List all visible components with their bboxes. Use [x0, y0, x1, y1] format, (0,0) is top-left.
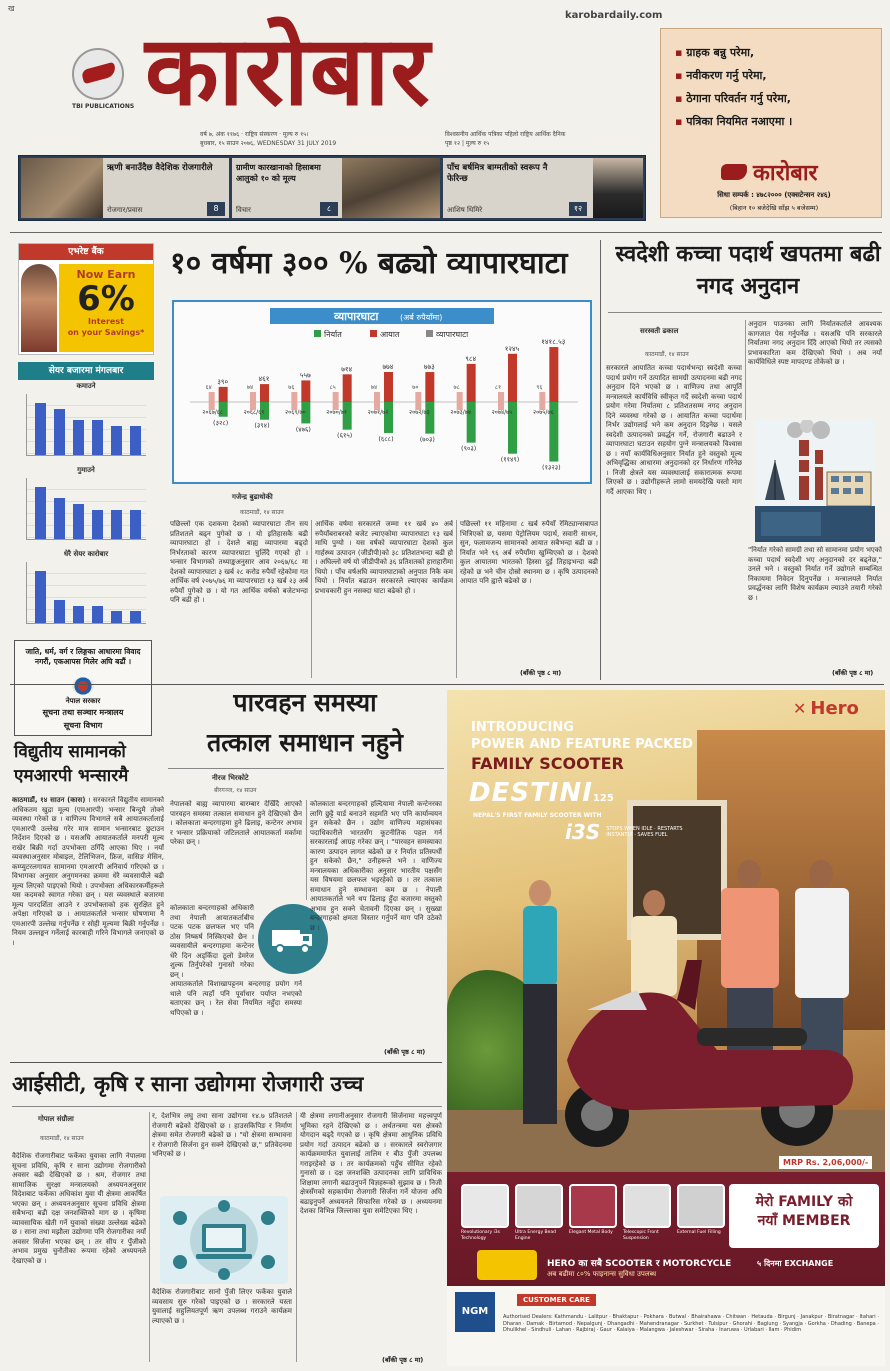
bar-export: [384, 402, 393, 433]
masthead-logo: कारोबार: [145, 14, 431, 127]
transport-body-col1c: आयातकर्ताले विशाखापट्टनम बन्दरगाह प्रयोग गर्न थाले पनि त्यहाँ पनि पूर्वाधार पर्याप्त नभएको बताएका छन् । रेल सेवा नियमित नहुँदा समस्या थपिएको छ ।: [170, 980, 302, 1017]
category-label: २०७१/७२: [367, 409, 389, 416]
hero-offer: HERO का सबै SCOOTER र MOTORCYCLE: [547, 1259, 732, 1269]
data-label-bottom: (१३२३): [542, 463, 561, 472]
bank-ad: [18, 243, 154, 355]
list-item: ▪ नवीकरण गर्नु परेमा,: [675, 69, 767, 82]
share-market-header: सेयर बजारमा मंगलबार: [18, 362, 154, 380]
lead-body-col3: पछिल्लो ११ महिनामा ८ खर्ब रुपैयाँ रेमिट्यान्सबापत भित्रिएको छ, यसमा पेट्रोलियम पदार्थ, सवारी साधन, सुन, फलामजन्य सामानको आयात सबैभन्दा बढी छ । निर्यात भने ९६ अर्ब रुपैयाँमा खुम्चिएको छ । देशको कुल आयातमा भारतको हिस्सा दुई तिहाइभन्दा बढी रहेको छ भने चीन दोस्रो स्थानमा छ । कृषि उत्पादनको आयात पनि ह्वात्तै बढेको छ ।: [460, 520, 598, 585]
bar-import: [384, 372, 393, 402]
transport-continued: (बाँकी पृष्ठ ८ मा): [384, 1048, 426, 1056]
hero-exchange: ५ दिनमा EXCHANGE: [757, 1259, 834, 1268]
bar-deficit-marker: [291, 392, 297, 410]
publisher-emblem: [72, 48, 124, 100]
category-label: २०७३/७४: [450, 409, 472, 416]
ict-body-col2: र, देशभित्र लघु तथा साना उद्योगमा १४.७ प्रतिशतले रोजगारी बढेको देखिएको छ । हाउसकिपिङ र निर्माण क्षेत्रमा समेत रोजगारी बढेको छ । "यो क्षेत्रमा सम्भावना र रोजगारी सिर्जना हुन सक्ने देखिएको छ," प्रतिवेदनमा भनिएको छ ।: [152, 1112, 292, 1158]
data-label-top: ९८४: [465, 354, 477, 363]
transport-body-col1: नेपालको बाह्य व्यापारमा बारम्बार देखिँदै आएको पारवहन समस्या तत्काल समाधान हुने देखिएको छैन । कोलकाता बन्दरगाहमा हुने ढिलाइ, कन्टेनर अभाव र भन्सार प्रक्रियाको जटिलताले आयातकर्ता मर्कामा परेका छन् ।: [170, 800, 302, 846]
teaser-section: रोजगार/प्रवास: [107, 206, 143, 214]
right-story-headline: स्वदेशी कच्चा पदार्थ खपतमा बढी नगद अनुदान: [615, 241, 881, 299]
hero-ad[interactable]: [447, 690, 885, 1366]
ict-byline: गोपाल संग्रौला: [38, 1115, 74, 1123]
mrp-body: काठमाडौं, १४ साउन (कास) । सरकारले विद्युतीय सामानको अधिकतम खुद्रा मूल्य (एमआरपी) भन्सार बिन्दुमै तोक्ने व्यवस्था गरेको छ । वाणिज्य विभागले सबै आयातकर्तालाई एमआरपी उल्लेख गरेर मात्र सामान भन्सारबाट छुटाउन निर्देशन दिएको छ । यसअघि आयातकर्ताले मनपरी मूल्य राखेर बिक्री गर्दा उपभोक्ता ठगिँदै आएका थिए । नयाँ व्यवस्थाअनुसार मोबाइल, टेलिभिजन, फ्रिज, वासिङ मेसिन, कम्प्युटरलगायत सामानमा एमआरपी अनिवार्य गरिएको छ । विभागका अनुसार अनुगमनका क्रममा धेरै व्यवसायीले बढी मूल्य लिएको पाइएको थियो । उपभोक्ता अधिकारकर्मीहरूले यस कदमको स्वागत गरेका छन् । यस व्यवस्थाले बजारमा मूल्य पारदर्शिता आउने र उपभोक्ताको हक सुरक्षित हुने अपेक्षा गरिएको छ । आयातकर्ताले भन्सार घोषणामा नै एमआरपी उल्लेख गर्नुपर्नेछ र सोही मूल्यमा बिक्री गर्नुपर्नेछ । नियम उल्लङ्घन गर्नेलाई कारबाही गरिने विभागले जनाएको छ ।: [12, 796, 164, 947]
transport-body-col2: कोलकाता बन्दरगाहको हल्दियामा नेपाली कन्टेनरका लागि छुट्टै यार्ड बनाउने सहमति भए पनि कार्यान्वयन हुन सकेको छैन । उद्योग वाणिज्य महासंघका पदाधिकारीले भारतसँग कूटनीतिक पहल गर्न सरकारलाई आग्रह गरेका छन् । "पारवहन समस्याका कारण उत्पादन लागत बढेको छ र निर्यात प्रतिस्पर्धी हुन सकेको छैन," उनीहरूले भने । वाणिज्य मन्त्रालयका अधिकारीका अनुसार भारतीय पक्षसँग यस विषयमा छलफल भइरहेको छ । तर तत्काल समाधान हुने सम्भावना कम छ । नेपाली आयातकर्ताले भने थप ढिलाइ हुँदा बजारमा वस्तुको अभाव हुन सक्ने चेतावनी दिएका छन् । सुख्खा बन्दरगाहको क्षमता विस्तार गर्नुपर्ने माग पनि उठेको छ ।: [310, 800, 442, 932]
teaser-page: ८: [320, 202, 338, 216]
chart-title: व्यापारघाटा: [334, 310, 379, 323]
mini-chart-title: कमाउने: [76, 382, 96, 390]
mini-chart-plot: [26, 394, 146, 456]
feature-item: External Fuel Filling: [677, 1184, 725, 1241]
data-label-top: १२४५: [504, 344, 520, 353]
bar-import: [343, 374, 352, 402]
hero-logo: ✕ Hero: [793, 698, 859, 719]
right-story-body-col2b: "निर्यात गरेको सामग्री तथा सो सामानमा प्रयोग भएको कच्चा पदार्थ स्वदेशी भए अनुदानको दर बढ्नेछ," उनले भने । वस्तुको निर्यात गर्ने उद्योगले सम्बन्धित निकायमा निवेदन दिनुपर्नेछ । मन्त्रालयले निर्यात प्रवर्द्धनका लागि विशेष कार्यक्रम ल्याउने तयारी गरेको छ ।: [748, 546, 882, 602]
hero-slogan-2: नयाँ MEMBER: [757, 1213, 851, 1229]
mini-chart-bar: [111, 426, 122, 455]
mini-chart-bar: [35, 403, 46, 455]
data-label-top: ५५७: [299, 371, 311, 380]
teaser-section: विचार: [236, 206, 251, 214]
bull-icon: [721, 164, 747, 180]
subscription-box: [660, 28, 882, 218]
feature-icon: [515, 1184, 563, 1228]
feature-icon: [623, 1184, 671, 1228]
data-label-top: ७७३: [423, 363, 435, 372]
data-label-small: ७४: [370, 384, 378, 391]
mini-chart-bar: [130, 510, 141, 539]
dealer-logo: NGM: [455, 1292, 495, 1332]
data-label-small: ८१: [494, 384, 502, 391]
transport-body-col1b: कोलकाता बन्दरगाहको अधिकारी तथा नेपाली आयातकर्ताबीच पटक पटक छलफल भए पनि ठोस निष्कर्ष निस्किएको छैन । व्यवसायीले बन्दरगाहमा कन्टेनर धेरै दिन अड्किँदा ठूलो डेमरेज शुल्क तिर्नुपरेको गुनासो गरेका छन् ।: [170, 904, 254, 979]
hero-features: [461, 1184, 729, 1241]
bar-deficit-marker: [209, 392, 215, 410]
subscription-brand: कारोबार: [721, 157, 818, 187]
masthead-pages: पृष्ठ १२ | मूल्य रु १५: [445, 140, 490, 147]
transport-byline: नीरज भिरकोटे: [212, 774, 249, 782]
ict-continued: (बाँकी पृष्ठ ८ मा): [382, 1356, 424, 1364]
teaser-card[interactable]: [21, 158, 229, 218]
feature-item: Elegant Metal Body: [569, 1184, 617, 1241]
mini-chart-bar: [73, 420, 84, 455]
nepal-emblem-icon: [72, 677, 94, 695]
bar-import: [425, 372, 434, 402]
notice-org3: सूचना विभाग: [63, 721, 103, 730]
teaser-title: पाँच बर्षमित्र बाग्मतीको स्वरूप नै फेरिन्छ: [447, 163, 548, 184]
data-label-bottom: (७०३): [419, 435, 435, 444]
category-label: २०७२/७३: [408, 409, 430, 416]
data-label-top: १४१८.५३: [541, 338, 566, 347]
mini-chart-bar: [54, 409, 65, 455]
trade-deficit-svg: [174, 302, 590, 482]
notice-text: जाति, धर्म, वर्ग र लिङ्गका आधारमा विवाद नगरौं, एकआपस मिलेर अघि बढौं ।: [25, 647, 141, 666]
category-label: २०७४/७५: [491, 409, 513, 416]
mini-chart-bar: [111, 510, 122, 539]
mini-chart-title: धेरै सेयर कारोबार: [63, 550, 109, 558]
teaser-section: आशिष थिमिरे: [447, 206, 483, 214]
hero-model-line: [469, 778, 614, 808]
factory-icon: [755, 420, 875, 542]
bar-deficit-marker: [250, 392, 256, 410]
mini-chart-bar: [92, 420, 103, 455]
legend-swatch: [370, 330, 377, 337]
bar-export: [425, 402, 434, 434]
ict-body-col2b: वैदेशिक रोजगारीबाट सानो पुँजी लिएर फर्केका युवाले व्यवसाय सुरु गरेको पाइएको छ । सरकारले यस्ता युवालाई सहुलियतपूर्ण ऋण उपलब्ध गराउने कार्यक्रम ल्याएको छ ।: [152, 1288, 292, 1325]
teaser-page: १२: [569, 202, 587, 216]
data-label-small: ७०: [412, 384, 419, 391]
category-label: २०६८/६९: [243, 409, 265, 416]
bar-deficit-marker: [539, 392, 545, 410]
lead-continued: (बाँकी पृष्ठ ८ मा): [520, 669, 562, 677]
mini-chart-bar: [92, 606, 103, 623]
publisher-name: TBI PUBLICATIONS: [72, 103, 135, 110]
right-story-dateline: काठमाडौं, १४ साउन: [645, 351, 689, 358]
subscription-hours: (बिहान १० बजेदेखि साँझ ५ बजेसम्म): [729, 204, 819, 212]
category-label: २०७५/७६: [532, 409, 554, 416]
chart-title-bar: [270, 308, 494, 324]
right-story-continued: (बाँकी पृष्ठ ८ मा): [832, 669, 874, 677]
transport-headline-2: तत्काल समाधान नहुने: [206, 728, 404, 757]
bar-import: [508, 354, 517, 402]
hero-logo-icon: ✕: [793, 699, 807, 718]
hero-model-suffix: 125: [592, 793, 614, 804]
govt-notice: [14, 640, 152, 736]
bank-ad-now-earn: Now Earn: [76, 268, 136, 281]
hero-tag: NEPAL'S FIRST FAMILY SCOOTER WITH: [473, 812, 602, 819]
bar-deficit-marker: [374, 392, 380, 410]
masthead-tagline: विश्वसनीय आर्थिक पत्रिका पहिलो राष्ट्रिय आर्थिक दैनिक: [445, 131, 566, 138]
computer-icon: [160, 1196, 288, 1284]
mini-chart-bar: [130, 611, 141, 623]
feature-item: Revolutionary i3s Technology: [461, 1184, 509, 1241]
notice-org1: नेपाल सरकार: [65, 697, 101, 705]
legend-label: निर्यात: [324, 330, 342, 339]
hero-intro-2: POWER AND FEATURE PACKED: [471, 737, 693, 752]
teaser-card[interactable]: [443, 158, 643, 218]
right-story-body-col1: सरकारले आयातित कच्चा पदार्थभन्दा स्वदेशी कच्चा पदार्थ प्रयोग गर्ने उत्पादित सामग्री उत्पादनमा बढी नगद अनुदान दिने भएको छ । वाणिज्य तथा आपूर्ति मन्त्रालयले कार्यविधि स्वीकृत गर्दै स्वदेशी कच्चा पदार्थ प्रयोग गरेमा निर्यातमा ८ प्रतिशतसम्म नगद अनुदान दिने व्यवस्था गरेको छ । आयातित कच्चा पदार्थमा निर्भर उद्योगलाई भने कम अनुदान दिइनेछ । यसले स्वदेशी उत्पादनको प्रवर्द्धन गर्ने, रोजगारी बढाउने र व्यापारघाटा घटाउन सहयोग पुग्ने मन्त्रालयको विश्वास छ । नयाँ कार्यविधिअनुसार निर्यात हुने वस्तुको मूल्य अभिवृद्धिका आधारमा अनुदानको दर निर्धारण गरिनेछ । निजी क्षेत्रले यस व्यवस्थालाई सकारात्मक रूपमा लिएको छ । उद्योगीहरूले लामो समयदेखि यस्तो माग गर्दै आएका थिए ।: [606, 364, 742, 496]
bar-deficit-marker: [498, 392, 504, 410]
list-item: ▪ ग्राहक बन्नु परेमा,: [675, 46, 755, 59]
category-label: २०६७/६८: [202, 409, 224, 416]
data-label-small: ७६: [288, 384, 295, 391]
scooter-image: [527, 940, 867, 1170]
edition-line: वर्ष ७, अंक ११७६ · राष्ट्रिय संस्करण · मूल्य रु १५।: [200, 131, 309, 138]
transport-headline-1: पारवहन समस्या: [233, 688, 377, 717]
hero-i3s-badge: i3S STOPS WHEN IDLE · RESTARTS INSTANTLY · SAVES FUEL: [565, 820, 683, 844]
subscription-list: [675, 41, 875, 133]
hero-mrp: MRP Rs. 2,06,000/-: [779, 1156, 872, 1169]
data-label-top: ७१४: [341, 365, 353, 374]
feature-item: Telescopic Front Suspension: [623, 1184, 671, 1241]
feature-icon: [677, 1184, 725, 1228]
lead-body-col2: आर्थिक वर्षमा सरकारले जम्मा ११ खर्ब ४० अर्ब रुपैयाँबराबरको बजेट ल्याएकोमा व्यापारघाटा १३ खर्ब माथि पुग्यो । यस वर्षको व्यापारघाटा देशको कुल गार्हस्थ्य उत्पादन (जीडीपी)को ३८ प्रतिशतभन्दा बढी हो । अघिल्लो वर्ष यो जीडीपीको ३६ प्रतिशतको हाराहारीमा थियो । पाँच वर्षअघि व्यापारघाटाको अनुपात निकै कम थियो । निर्यात बढाउन सरकारले ल्याएका कार्यक्रम प्रभावकारी हुन नसक्दा घाटा बढेको हो ।: [315, 520, 453, 595]
mini-chart-bar: [35, 487, 46, 539]
legend-label: व्यापारघाटा: [436, 330, 469, 339]
mini-chart-bar: [130, 426, 141, 455]
mini-chart-bar: [54, 498, 65, 539]
teaser-page: 8: [207, 202, 225, 216]
mrp-headline: विद्युतीय सामानको एमआरपी भन्सारमै: [14, 742, 129, 786]
hero-offer-sub: अब बढीमा ८०% फाइनान्स सुविधा उपलब्ध: [547, 1270, 657, 1278]
bar-deficit-marker: [457, 392, 463, 410]
notice-org2: सूचना तथा सञ्चार मन्त्रालय: [42, 708, 124, 717]
teaser-photo: [593, 158, 643, 218]
factory-illustration: [755, 420, 875, 542]
subscription-contact: सिधा सम्पर्क : ४७८२००० (एक्सटेन्सन २४६): [717, 191, 831, 199]
transport-dateline: बीरगञ्ज, १४ साउन: [214, 787, 257, 794]
right-story-byline: सरस्वती ढकाल: [640, 327, 679, 335]
data-label-small: ७८: [453, 384, 460, 391]
data-label-small: ७४: [246, 384, 254, 391]
legend-label: आयात: [380, 330, 400, 339]
teaser-strip: [18, 155, 646, 221]
trade-deficit-chart: [172, 300, 592, 484]
feature-item: Ultra Energy Bead Engine: [515, 1184, 563, 1241]
hero-intro-3: FAMILY SCOOTER: [471, 754, 624, 773]
bank-ad-interest: Interest: [88, 317, 124, 326]
data-label-bottom: (३९४): [254, 421, 270, 430]
lead-dateline: काठमाडौं, १४ साउन: [240, 509, 284, 516]
mini-chart-title: गुमाउने: [77, 466, 95, 474]
edition-date: बुधबार, १५ साउन २०७६, WEDNESDAY 31 JULY 2019: [200, 140, 337, 147]
bank-ad-panel: [59, 264, 153, 352]
bar-import: [219, 387, 228, 402]
bar-import: [260, 384, 269, 402]
hero-slogan-box: [729, 1184, 879, 1248]
legend-swatch: [426, 330, 433, 337]
customer-care: CUSTOMER CARE: [517, 1294, 596, 1306]
category-label: २०६९/७०: [284, 409, 306, 416]
hero-intro-1: INTRODUCING: [471, 720, 574, 735]
website: karobardaily.com: [565, 10, 663, 21]
hero-slogan-1: मेरो FAMILY को: [755, 1194, 853, 1210]
list-item: ▪ ठेगाना परिवर्तन गर्नु परेमा,: [675, 92, 791, 105]
lead-byline: गजेन्द्र बुढाथोकी: [232, 493, 273, 501]
ict-body-col1: वैदेशिक रोजगारीबाट फर्केका युवाका लागि नेपालमा सूचना प्रविधि, कृषि र साना उद्योगमा रोजगारीको अवसर बढी देखिएको छ । श्रम, रोजगार तथा सामाजिक सुरक्षा मन्त्रालयको अध्ययनअनुसार विदेशबाट फर्केका अधिकांश युवा यी क्षेत्रमा आकर्षित भएका छन् । अध्ययनअनुसार सूचना प्रविधि क्षेत्रमा सबैभन्दा बढी दक्ष जनशक्तिको माग छ । कृषिमा व्यावसायिक खेती गर्ने युवाको संख्या उल्लेख्य बढेको छ । साना तथा मझौला उद्योगमा पनि रोजगारीका नयाँ अवसर सिर्जना भएका छन् । तर सीप र पुँजीको अभाव प्रमुख चुनौतीका रूपमा रहेको अध्ययनले देखाएको छ ।: [12, 1152, 146, 1265]
ict-dateline: काठमाडौं, १४ साउन: [40, 1135, 84, 1142]
mini-chart-plot: [26, 478, 146, 540]
data-label-small: ९६: [536, 384, 543, 391]
data-label-bottom: (३२८): [213, 418, 229, 427]
data-label-bottom: (११४९): [500, 455, 520, 464]
data-label-small: ८५: [329, 384, 336, 391]
teaser-title: ऋणी बनाउँदैछ वैदेशिक रोजगारीले: [107, 163, 213, 173]
dealer-list: Authorised Dealers: Kathmandu · Lalitpur · Bhaktapur · Pokhara · Butwal · Bhairahawa · Chitwan · Hetauda · Birgunj · Janakpur · Biratnagar · Itahari · Dharan · Damak · Birtamod · Nepalgunj · Dhangadhi · Mahendranagar · Surkhet · Tulsipur · Ghorahi · Baglung · Syangja · Gorkha · Dhading · Banepa · Dhulikhel · Sindhuli · Lahan · Rajbiraj · Gaur · Kalaiya · Malangwa · Jaleshwar · Siraha · Inaruwa · Urlabari · Ilam · Phidim: [503, 1314, 879, 1333]
hero-model: DESTINI: [469, 778, 593, 808]
teaser-photo: [342, 158, 440, 218]
data-label-bottom: (६८८): [378, 434, 394, 443]
bar-import: [549, 347, 558, 402]
mini-chart-bar: [35, 571, 46, 623]
bank-ad-savings: on your Savings*: [67, 328, 145, 337]
bull-icon: [81, 62, 117, 84]
feature-icon: [461, 1184, 509, 1228]
mini-chart-bar: [54, 600, 65, 623]
right-story-body-col2: अनुदान पाउनका लागि निर्यातकर्ताले आवश्यक कागजात पेस गर्नुपर्नेछ । यसअघि पनि सरकारले निर्यातमा नगद अनुदान दिँदै आएको थियो तर त्यसको प्रभावकारिता कम देखिएको थियो । अब नयाँ कार्यविधिले स्पष्ट मापदण्ड तोकेको छ ।: [748, 320, 882, 366]
chart-subtitle: (अर्ब रुपैयाँमा): [400, 313, 443, 322]
mini-chart-bar: [92, 510, 103, 539]
mini-chart: [18, 466, 154, 546]
ict-illustration: [160, 1196, 288, 1284]
bar-deficit-marker: [333, 392, 339, 410]
mini-chart-bar: [73, 504, 84, 539]
bar-import: [467, 364, 476, 402]
teaser-card[interactable]: [232, 158, 440, 218]
mini-chart-bar: [111, 611, 122, 623]
mini-chart: [18, 382, 154, 462]
mini-chart: [18, 550, 154, 630]
data-label-bottom: (४७६): [295, 425, 311, 434]
data-label-small: ६४: [205, 384, 212, 391]
bar-import: [301, 380, 310, 402]
page-marker: ख: [8, 4, 15, 13]
mini-chart-plot: [26, 562, 146, 624]
hero-dealer-strip: [447, 1286, 885, 1366]
data-label-bottom: (६१५): [337, 431, 353, 440]
lead-headline: १० वर्षमा ३०० % बढ्यो व्यापारघाटा: [170, 246, 568, 281]
data-label-bottom: (९०३): [461, 444, 477, 453]
data-label-top: ३९०: [217, 377, 229, 386]
mini-chart-bar: [73, 606, 84, 623]
list-item: ▪ पत्रिका नियमित नआएमा ।: [675, 115, 793, 128]
category-label: २०७०/७१: [326, 409, 348, 416]
bank-ad-rate: 6%: [77, 279, 135, 319]
lead-body-col1: पछिल्लो एक दशकमा देशको व्यापारघाटा तीन सय प्रतिशतले बढ्न पुगेको छ । यो इतिहासकै बढी व्यापारघाटा हो । देशले बाह्य व्यापारमा बढ्दो निर्भरताको कारण व्यापारघाटा चुलिँदै गएको हो । भन्सार विभागको तथ्याङ्कअनुसार आव २०६७/६८ मा देशको व्यापारघाटा ३ खर्ब २८ करोड रुपैयाँ रहेकोमा गत आर्थिक वर्ष २०७५/७६ मा व्यापारघाटा १३ खर्ब २३ अर्ब रुपैयाँ पुगेको छ । यो गत आर्थिक वर्षको बजेटभन्दा पनि बढी हो ।: [170, 520, 308, 604]
bank-ad-person: [21, 264, 57, 352]
teaser-title: ग्रामीण कारखानाको हिसाबमा आलुको १० को मूल्य: [236, 163, 321, 183]
ict-body-col3: यी क्षेत्रमा लगानीअनुसार रोजगारी सिर्जनामा महत्त्वपूर्ण भूमिका रहने देखिएको छ । अर्थतन्त्रमा यस क्षेत्रको योगदान बढ्दै गएको छ । कृषि क्षेत्रमा आधुनिक प्रविधि प्रयोग गर्दा उत्पादन बढेको छ । सरकारले स्वरोजगार कार्यक्रममार्फत युवालाई तालिम र बीउ पुँजी उपलब्ध गराइरहेको छ । तर कार्यक्रमको पहुँच सीमित रहेको गुनासो छ । दक्ष जनशक्ति उत्पादनका लागि प्राविधिक शिक्षामा लगानी बढाउनुपर्ने विज्ञहरूको सुझाव छ । निजी क्षेत्रसँगको सहकार्यमा रोजगारी सिर्जना गर्ने योजना अघि बढाइनुपर्ने अध्ययनले सिफारिस गरेको छ । अध्ययनमा देशका विभिन्न जिल्लाका युवा समेटिएका थिए ।: [300, 1112, 442, 1215]
data-label-top: ४६१: [258, 375, 270, 384]
hero-festival-badge: [477, 1250, 537, 1280]
data-label-top: ७७४: [382, 363, 394, 372]
share-market-charts: [18, 382, 154, 632]
teaser-photo: [21, 158, 103, 218]
bank-name: एभरेष्ट बैंक: [19, 244, 153, 260]
ict-headline: आईसीटी, कृषि र साना उद्योगमा रोजगारी उच्च: [12, 1071, 364, 1096]
feature-icon: [569, 1184, 617, 1228]
bar-deficit-marker: [415, 392, 421, 410]
legend-swatch: [314, 330, 321, 337]
